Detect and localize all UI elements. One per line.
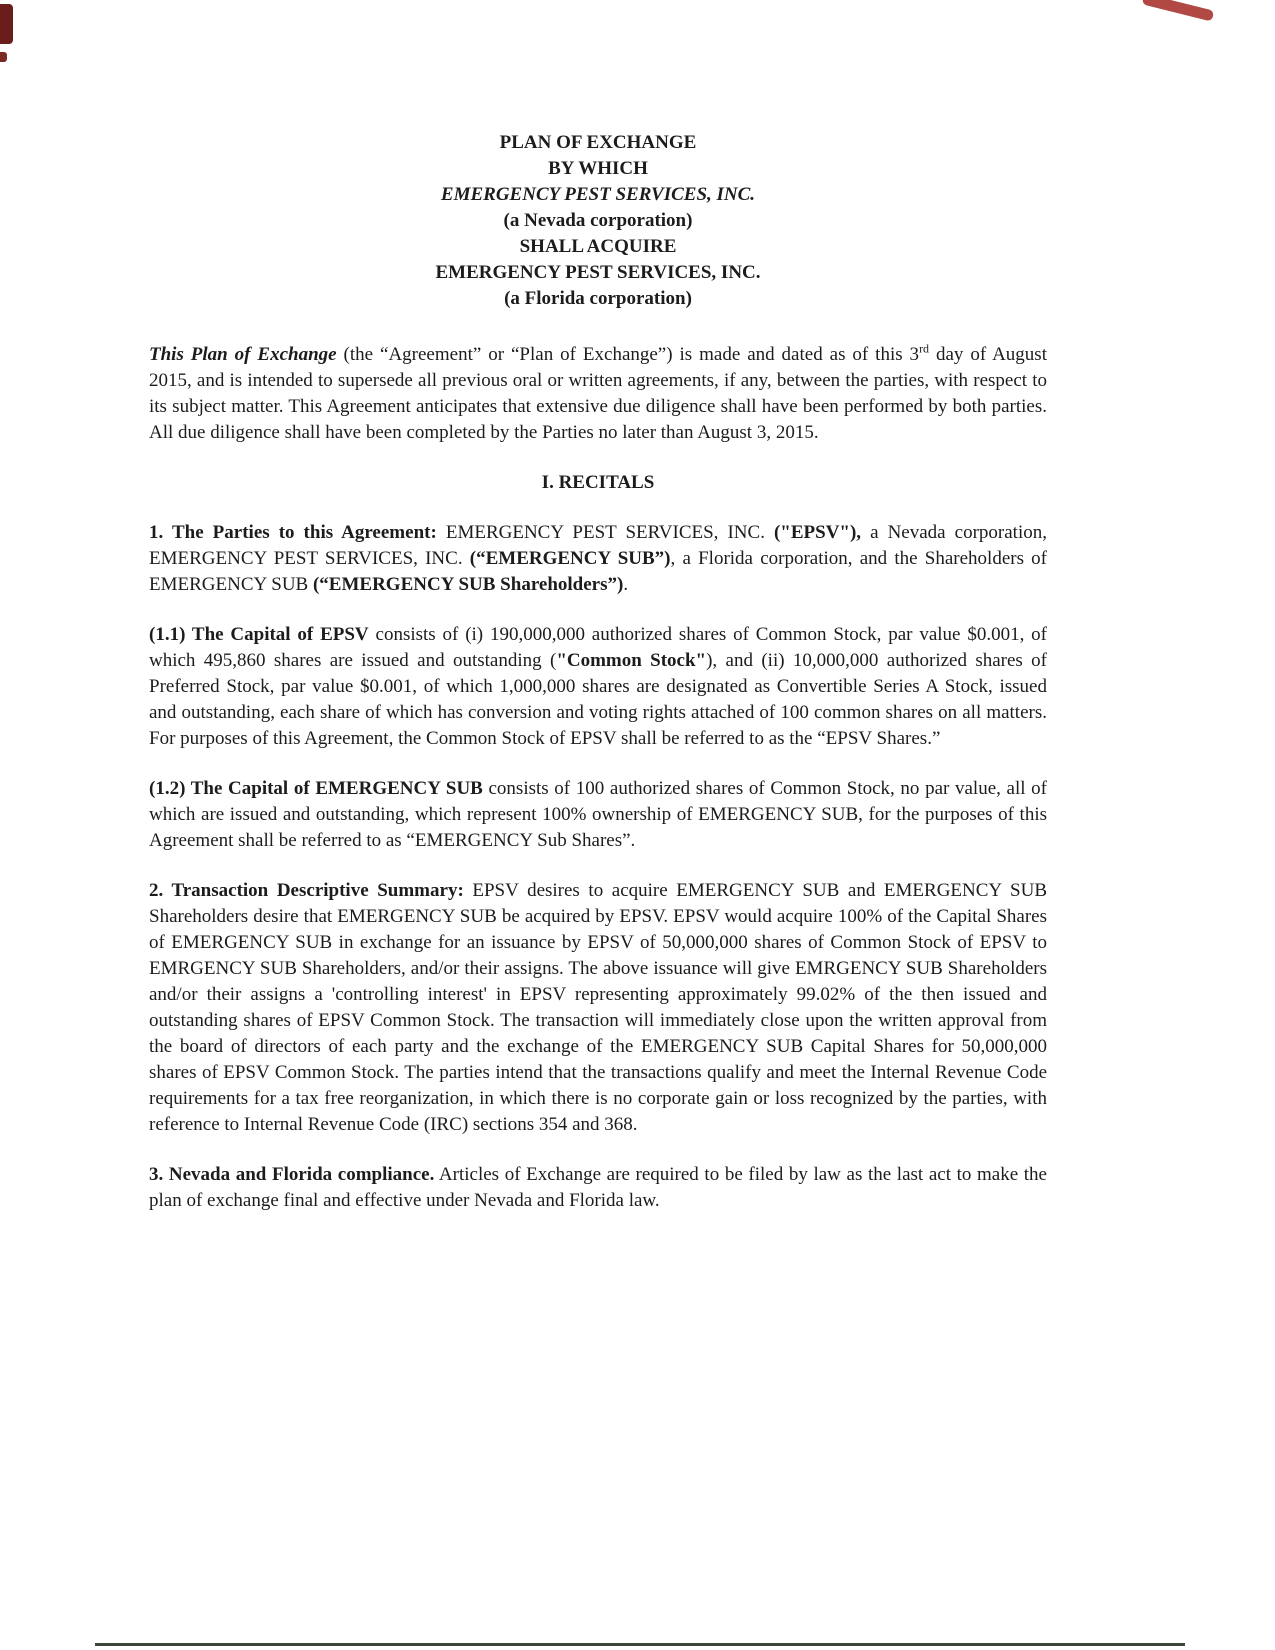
text-run: 3. Nevada and Florida compliance. xyxy=(149,1164,435,1185)
text-run: 1. The Parties to this Agreement: xyxy=(149,522,437,543)
title-line-shall-acquire: SHALL ACQUIRE xyxy=(519,236,677,257)
title-line-nevada-corp: (a Nevada corporation) xyxy=(503,210,693,231)
paragraph-intro xyxy=(149,342,1047,446)
text-run: (“EMERGENCY SUB Shareholders”) xyxy=(312,574,624,595)
text-run: This Plan of Exchange xyxy=(149,344,337,365)
text-run: Articles of Exchange are required to be filed by law as the last act to make the plan of exchange final and effective under Nevada and Florida law. xyxy=(149,1164,1047,1211)
paragraph-capital-epsv xyxy=(149,622,1047,752)
text-run: EPSV desires to acquire EMERGENCY SUB and EMERGENCY SUB Shareholders desire that EMERGENCY SUB be acquired by EPSV. EPSV would acquire 100% of the Capital Shares of EMERGENCY SUB in exchange for an issuance by EPSV of 50,000,000 shares of Common Stock of EPSV to EMRGENCY SUB Shareholders, and/or their assigns. The above issuance will give EMRGENCY SUB Shareholders and/or their assigns a 'controlling interest' in EPSV representing approximately 99.02% of the then issued and outstanding shares of EPSV Common Stock. The transaction will immediately close upon the written approval from the board of directors of each party and the exchange of the EMERGENCY SUB Capital Shares for 50,000,000 shares of EPSV Common Stock. The parties intend that the transactions qualify and meet the Internal Revenue Code requirements for a tax free reorganization, in which there is no corporate gain or loss recognized by the parties, with reference to Internal Revenue Code (IRC) sections 354 and 368. xyxy=(149,880,1047,1135)
scan-artifact-top-right xyxy=(1142,0,1215,22)
scan-artifact-top-left xyxy=(0,4,13,44)
paragraph-capital-sub xyxy=(149,776,1047,854)
paragraph-compliance xyxy=(149,1162,1047,1214)
scan-artifact-top-left-small xyxy=(0,52,7,62)
text-run: consists of (i) 190,000,000 authorized shares of Common Stock, par value $0.001, of which 495,860 shares are issued and outstanding ( xyxy=(149,624,1047,671)
text-run: 2. Transaction Descriptive Summary: xyxy=(149,880,464,901)
text-run: . xyxy=(623,574,629,595)
title-line-by-which: BY WHICH xyxy=(548,158,648,179)
text-run: consists of 100 authorized shares of Common Stock, no par value, all of which are issued and outstanding, which represent 100% ownership of EMERGENCY SUB, for the purposes of this Agreement shall be referred to as “EMERGENCY Sub Shares”. xyxy=(149,778,1047,851)
title-line-plan-of-exchange: PLAN OF EXCHANGE xyxy=(499,132,697,153)
document-content xyxy=(149,130,1047,1238)
text-run: EMERGENCY PEST SERVICES, INC. xyxy=(436,522,774,543)
text-run: (1.2) The Capital of EMERGENCY SUB xyxy=(149,778,483,799)
text-run: ("EPSV"), xyxy=(773,522,862,543)
recitals-heading: I. RECITALS xyxy=(541,472,655,493)
text-run: day of August 2015, and is intended to supersede all previous oral or written agreements, if any, between the parties, with respect to its subject matter. This Agreement anticipates that extensive due diligence shall have been performed by both parties. All due diligence shall have been completed by the Parties no later than August 3, 2015. xyxy=(149,344,1047,443)
text-run: ), and (ii) 10,000,000 authorized shares of Preferred Stock, par value $0.001, of which 1,000,000 shares are designated as Convertible Series A Stock, issued and outstanding, each share of which has conversion and voting rights attached of 100 common shares on all matters. For purposes of this Agreement, the Common Stock of EPSV shall be referred to as the “EPSV Shares.” xyxy=(149,650,1047,749)
text-run: "Common Stock" xyxy=(556,650,707,671)
text-run: , a Florida corporation, and the Shareholders of EMERGENCY SUB xyxy=(149,548,1047,595)
paragraph-transaction xyxy=(149,878,1047,1138)
text-run: rd xyxy=(919,341,930,356)
title-line-target-name: EMERGENCY PEST SERVICES, INC. xyxy=(435,262,761,283)
text-run: (“EMERGENCY SUB”) xyxy=(469,548,671,569)
paragraph-parties xyxy=(149,520,1047,598)
document-title-block xyxy=(149,130,1047,312)
text-run: (1.1) The Capital of EPSV xyxy=(149,624,369,645)
text-run: (the “Agreement” or “Plan of Exchange”) is made and dated as of this 3 xyxy=(336,344,920,365)
text-run: a Nevada corporation, EMERGENCY PEST SERVICES, INC. xyxy=(149,522,1047,569)
scan-artifact-bottom-line xyxy=(95,1643,1185,1646)
title-line-acquirer-name: EMERGENCY PEST SERVICES, INC. xyxy=(440,184,756,205)
title-line-florida-corp: (a Florida corporation) xyxy=(504,288,692,309)
